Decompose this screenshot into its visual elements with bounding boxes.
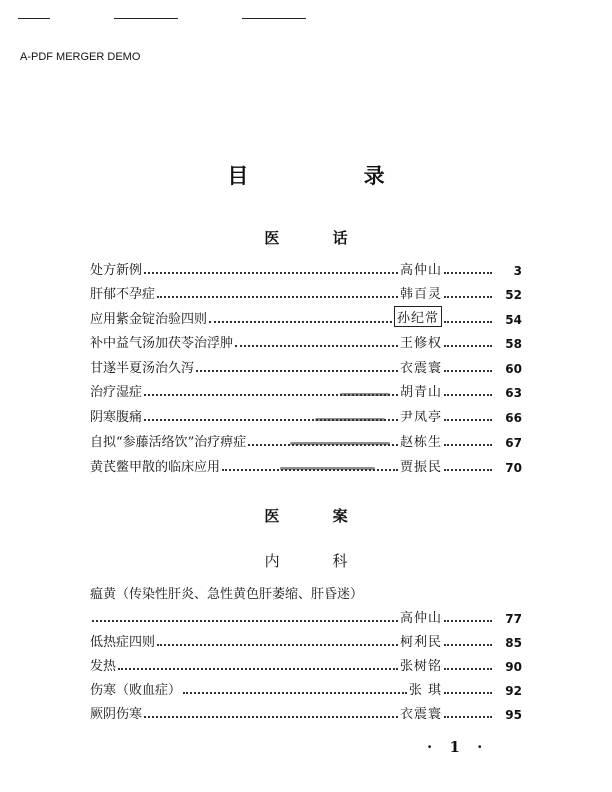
toc-page: 67 <box>505 436 522 450</box>
header-rule-2 <box>114 18 178 19</box>
dot-leader <box>444 394 492 396</box>
toc-title: 伤寒（败血症） <box>90 683 182 698</box>
ink-smudge <box>340 393 390 396</box>
dot-leader <box>444 668 492 670</box>
toc-page: 77 <box>505 612 522 626</box>
toc-row[interactable] <box>90 455 522 475</box>
dot-leader <box>144 716 398 718</box>
toc-row[interactable] <box>90 702 522 722</box>
toc-author: 胡青山 <box>399 385 442 400</box>
dot-leader <box>196 370 398 372</box>
page-number: · 1 · <box>427 738 489 756</box>
dot-leader <box>444 644 492 646</box>
dot-leader <box>235 345 398 347</box>
toc-author: 高仲山 <box>399 263 442 278</box>
section-subheading-neike: 内 科 <box>264 552 372 570</box>
toc-page: 3 <box>513 264 522 278</box>
toc-row[interactable] <box>90 307 522 327</box>
toc-title: 甘遂半夏汤治久泻 <box>90 361 195 376</box>
toc-row[interactable] <box>90 678 522 698</box>
toc-author: 衣震寰 <box>399 707 442 722</box>
ink-smudge <box>315 418 385 421</box>
toc-page: 70 <box>505 461 522 475</box>
toc-title: 阴寒腹痛 <box>90 410 143 425</box>
toc-row[interactable] <box>90 430 522 450</box>
toc-title: 自拟“参藤活络饮”治疗痹症 <box>90 435 247 450</box>
toc-title: 肝郁不孕症 <box>90 287 156 302</box>
toc-page: 54 <box>505 313 522 327</box>
toc-row-heading[interactable] <box>90 582 522 602</box>
ink-smudge <box>280 467 375 470</box>
dot-leader <box>183 692 407 694</box>
toc-author: 高仲山 <box>399 611 442 626</box>
dot-leader <box>444 321 492 323</box>
dot-leader <box>444 296 492 298</box>
toc-title: 发热 <box>90 659 117 674</box>
dot-leader <box>444 345 492 347</box>
dot-leader <box>444 620 492 622</box>
toc-title: 应用紫金锭治验四则 <box>90 312 208 327</box>
dot-leader <box>444 419 492 421</box>
toc-title: 黄芪鳖甲散的临床应用 <box>90 460 221 475</box>
dot-leader <box>444 444 492 446</box>
toc-row[interactable] <box>90 654 522 674</box>
toc-page: 85 <box>505 636 522 650</box>
toc-page: 90 <box>505 660 522 674</box>
toc-author-boxed: 孙纪常 <box>394 306 442 327</box>
toc-title: 治疗湿症 <box>90 385 143 400</box>
toc-title: 处方新例 <box>90 263 143 278</box>
toc-page: 92 <box>505 684 522 698</box>
dot-leader <box>444 469 492 471</box>
section-heading-yihua: 医 话 <box>264 229 372 247</box>
dot-leader <box>444 370 492 372</box>
dot-leader <box>444 272 492 274</box>
dot-leader <box>209 321 392 323</box>
toc-author: 柯利民 <box>399 635 442 650</box>
toc-row[interactable] <box>90 405 522 425</box>
toc-row[interactable] <box>90 356 522 376</box>
dot-leader <box>118 668 398 670</box>
toc-author: 尹凤亭 <box>399 410 442 425</box>
toc-row[interactable] <box>90 380 522 400</box>
header-rule-3 <box>242 18 306 19</box>
toc-author: 贾振民 <box>399 460 442 475</box>
toc-author: 赵栋生 <box>399 435 442 450</box>
toc-title: 厥阴伤寒 <box>90 707 143 722</box>
page-title: 目 录 <box>227 163 439 188</box>
toc-row[interactable] <box>90 606 522 626</box>
dot-leader <box>157 296 398 298</box>
toc-row[interactable] <box>90 282 522 302</box>
dot-leader <box>444 692 492 694</box>
toc-page: 52 <box>505 288 522 302</box>
header-rule-1 <box>18 18 50 19</box>
dot-leader <box>444 716 492 718</box>
toc-author: 张树铭 <box>399 659 442 674</box>
dot-leader <box>144 272 398 274</box>
toc-page: 63 <box>505 386 522 400</box>
toc-author: 王修权 <box>399 336 442 351</box>
toc-title: 低热症四则 <box>90 635 156 650</box>
toc-title: 补中益气汤加茯苓治浮肿 <box>90 336 234 351</box>
toc-page: 66 <box>505 411 522 425</box>
toc-row[interactable] <box>90 258 522 278</box>
toc-title: 瘟黄（传染性肝炎、急性黄色肝萎缩、肝昏迷） <box>90 587 364 602</box>
toc-author: 韩百灵 <box>399 287 442 302</box>
toc-author: 衣震寰 <box>399 361 442 376</box>
ink-smudge <box>290 442 390 445</box>
watermark-text: A-PDF MERGER DEMO <box>20 51 141 63</box>
section-heading-yian: 医 案 <box>264 507 372 525</box>
toc-row[interactable] <box>90 630 522 650</box>
dot-leader <box>157 644 398 646</box>
toc-page: 60 <box>505 362 522 376</box>
toc-row[interactable] <box>90 331 522 351</box>
toc-page: 58 <box>505 337 522 351</box>
toc-page: 95 <box>505 708 522 722</box>
toc-author: 张 琪 <box>408 683 442 698</box>
dot-leader <box>92 620 398 622</box>
